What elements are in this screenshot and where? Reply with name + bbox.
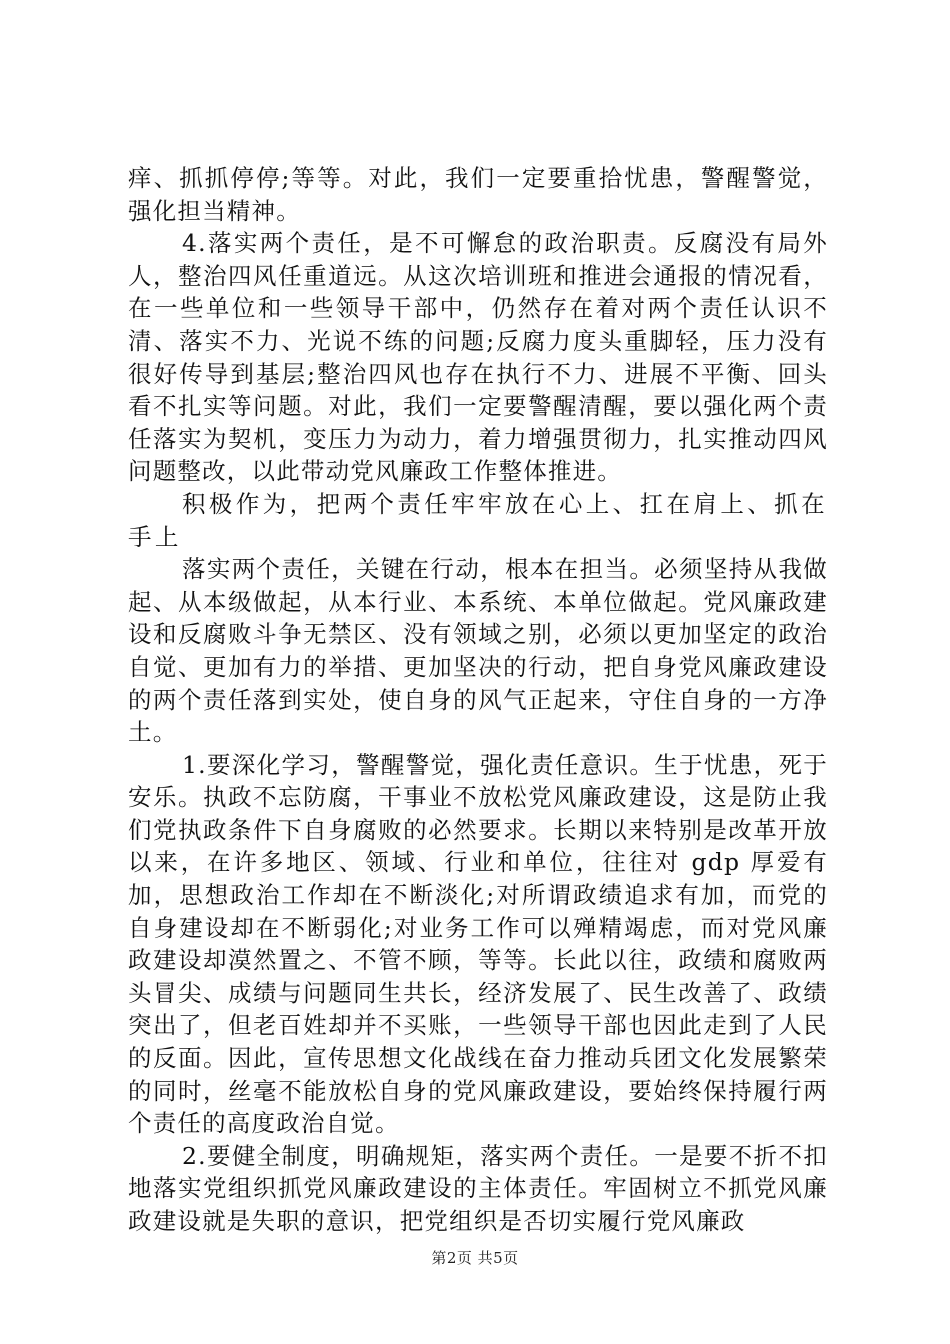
page-number-footer: 第2页 共5页 — [431, 1249, 519, 1267]
paragraph-item-4: 4.落实两个责任，是不可懈怠的政治职责。反腐没有局外人，整治四风任重道远。从这次培训班和推进会通报的情况看，在一些单位和一些领导干部中，仍然存在着对两个责任认识不清、落实不力、光说不练的问题;反腐力度头重脚轻，压力没有很好传导到基层;整治四风也存在执行不力、进展不平衡、回头看不扎实等问题。对此，我们一定要警醒清醒，要以强化两个责任落实为契机，变压力为动力，着力增强贯彻力，扎实推动四风问题整改，以此带动党风廉政工作整体推进。 — [128, 229, 828, 486]
paragraph-continuation: 痒、抓抓停停;等等。对此，我们一定要重拾忧患，警醒警觉，强化担当精神。 — [128, 164, 828, 225]
section-heading: 积极作为，把两个责任牢牢放在心上、扛在肩上、抓在手上 — [128, 489, 828, 551]
paragraph-item-1: 1.要深化学习，警醒警觉，强化责任意识。生于忧患，死于安乐。执政不忘防腐，干事业不放松党风廉政建设，这是防止我们党执政条件下自身腐败的必然要求。长期以来特别是改革开放以来，在许多地区、领域、行业和单位，往往对 gdp 厚爱有加，思想政治工作却在不断淡化;对所谓政绩追求有加，而党的自身建设却在不断弱化;对业务工作可以殚精竭虑，而对党风廉政建设却漠然置之、不管不顾，等等。长此以往，政绩和腐败两头冒尖、成绩与问题同生共长，经济发展了、民生改善了、政绩突出了，但老百姓却并不买账，一些领导干部也因此走到了人民的反面。因此，宣传思想文化战线在奋力推动兵团文化发展繁荣的同时，丝毫不能放松自身的党风廉政建设，要始终保持履行两个责任的高度政治自觉。 — [128, 750, 828, 1138]
paragraph-intro: 落实两个责任，关键在行动，根本在担当。必须坚持从我做起、从本级做起，从本行业、本系统、本单位做起。党风廉政建设和反腐败斗争无禁区、没有领域之别，必须以更加坚定的政治自觉、更加有力的举措、更加坚决的行动，把自身党风廉政建设的两个责任落到实处，使自身的风气正起来，守住自身的一方净土。 — [128, 555, 828, 747]
paragraph-item-2: 2.要健全制度，明确规矩，落实两个责任。一是要不折不扣地落实党组织抓党风廉政建设的主体责任。牢固树立不抓党风廉政建设就是失职的意识，把党组织是否切实履行党风廉政 — [128, 1141, 828, 1235]
document-body — [128, 162, 828, 1238]
